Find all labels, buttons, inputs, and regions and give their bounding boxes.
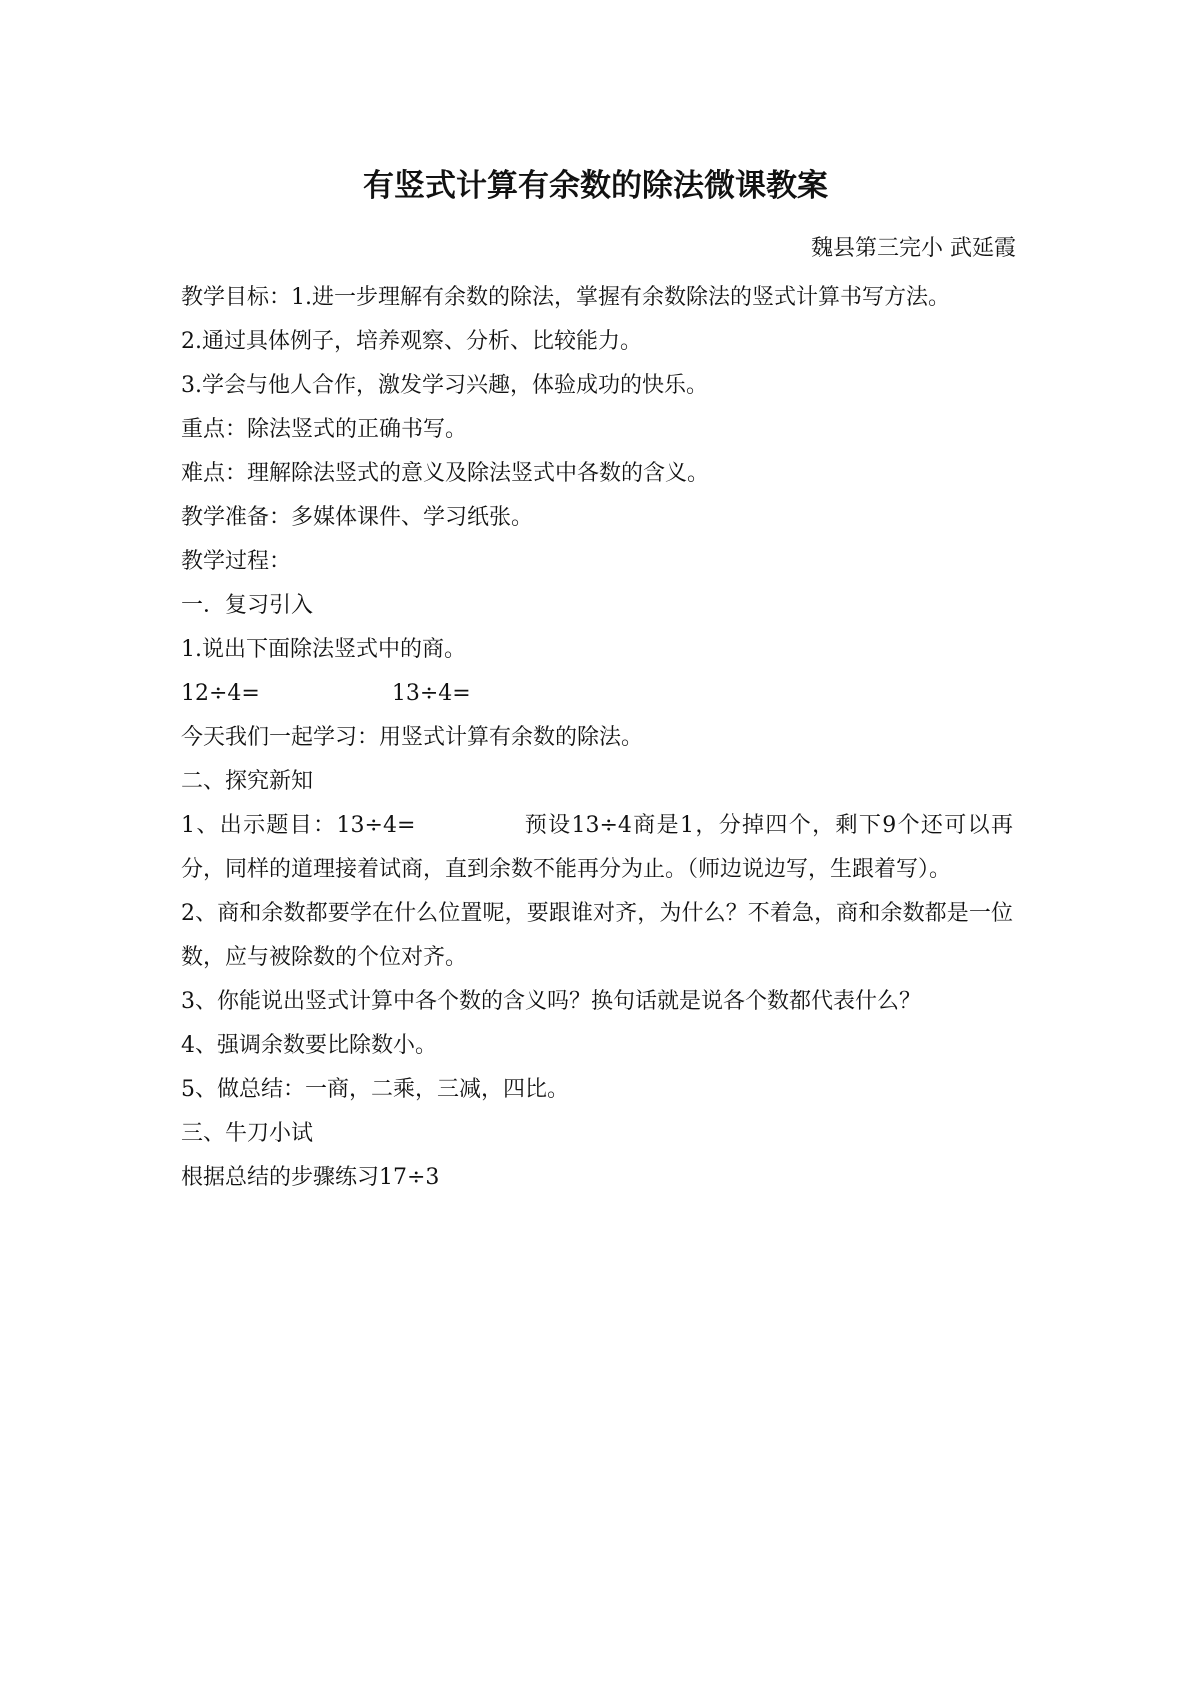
preparation: 教学准备：多媒体课件、学习纸张。 <box>181 505 534 530</box>
author-line: 魏县第三完小 武延霞 <box>811 236 1016 261</box>
section-2-item-4: 4、强调余数要比除数小。 <box>181 1033 437 1058</box>
objectives-line-3: 3.学会与他人合作，激发学习兴趣，体验成功的快乐。 <box>181 373 708 398</box>
process-heading: 教学过程： <box>181 549 292 574</box>
section-2-heading: 二、探究新知 <box>181 769 314 794</box>
section-2-item-5: 5、做总结：一商，二乘，三减，四比。 <box>181 1077 569 1102</box>
section-3-heading: 三、牛刀小试 <box>181 1121 314 1146</box>
expression-row <box>181 672 1013 716</box>
expression-b: 13÷4= <box>391 681 471 706</box>
section-3-practice: 根据总结的步骤练习17÷3 <box>181 1165 440 1190</box>
document-title: 有竖式计算有余数的除法微课教案 <box>363 168 828 204</box>
objectives-line-2: 2.通过具体例子，培养观察、分析、比较能力。 <box>181 329 642 354</box>
expression-a: 12÷4= <box>181 681 260 706</box>
section-2-item-1 <box>181 804 1013 892</box>
key-point: 重点：除法竖式的正确书写。 <box>181 417 468 442</box>
objectives-line-1: 教学目标：1.进一步理解有余数的除法，掌握有余数除法的竖式计算书写方法。 <box>181 285 950 310</box>
section-1-intro: 今天我们一起学习：用竖式计算有余数的除法。 <box>181 725 644 750</box>
section-2-item-2: 2、商和余数都要学在什么位置呢，要跟谁对齐，为什么？不着急，商和余数都是一位数，应与被除数的个位对齐。 <box>181 901 1013 970</box>
section-1-heading: 一．复习引入 <box>181 593 314 618</box>
difficulty: 难点：理解除法竖式的意义及除法竖式中各数的含义。 <box>181 461 710 486</box>
section-1-item-1: 1.说出下面除法竖式中的商。 <box>181 637 466 662</box>
section-2-item-1-prefix: 1、出示题目：13÷4= <box>181 813 416 838</box>
section-2-item-3: 3、你能说出竖式计算中各个数的含义吗？换句话就是说各个数都代表什么？ <box>181 989 921 1014</box>
section-2-item-1-text: 预设13÷4商是1，分掉四个，剩下9个还可以再分，同样的道理接着试商，直到余数不能再分为止。（师边说边写，生跟着写）。 <box>181 813 1014 882</box>
document-body <box>181 276 1013 1200</box>
